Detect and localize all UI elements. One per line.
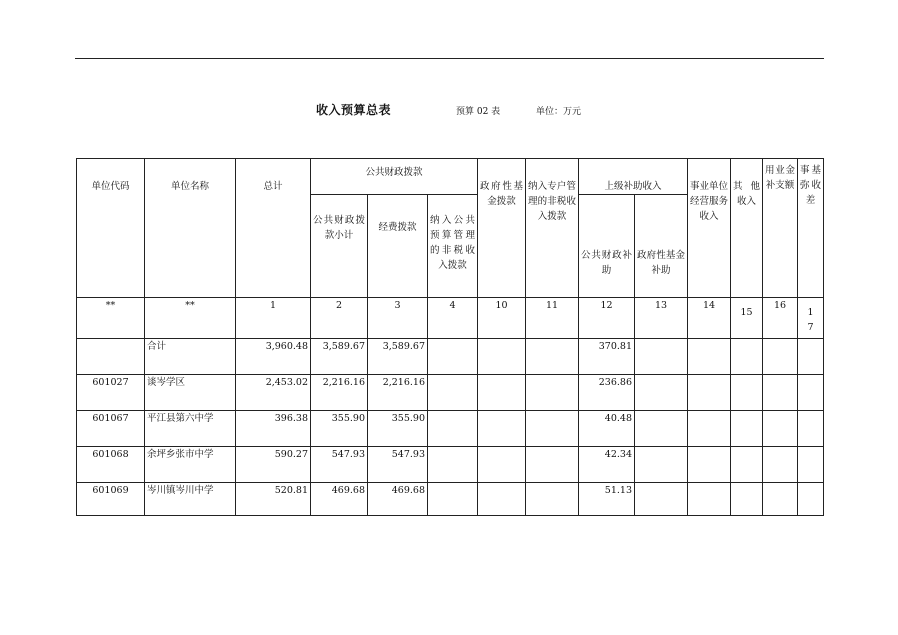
empty-cell <box>798 411 824 447</box>
row-operating: 3,589.67 <box>368 339 428 375</box>
row-name: 平江县第六中学 <box>145 411 236 447</box>
row-name: 合计 <box>145 339 236 375</box>
row-subsidy: 370.81 <box>579 339 635 375</box>
empty-cell <box>763 483 798 516</box>
row-name: 余坪乡张市中学 <box>145 447 236 483</box>
empty-cell <box>526 411 579 447</box>
empty-cell <box>428 411 478 447</box>
index-cell: 12 <box>579 298 635 339</box>
row-code <box>77 339 145 375</box>
col-unit-code: 单位代码 <box>77 159 145 298</box>
empty-cell <box>635 375 688 411</box>
row-subtotal: 469.68 <box>311 483 368 516</box>
col-business-fund-deficit: 事基弥收差 <box>798 159 824 298</box>
page-title: 收入预算总表 <box>316 103 392 117</box>
row-code: 601067 <box>77 411 145 447</box>
row-total: 396.38 <box>236 411 311 447</box>
index-cell: 16 <box>763 298 798 339</box>
income-budget-table <box>76 158 824 516</box>
empty-cell <box>526 483 579 516</box>
index-cell: 10 <box>478 298 526 339</box>
col-public-fiscal-subtotal: 公共财政拨款小计 <box>311 195 368 298</box>
row-total: 590.27 <box>236 447 311 483</box>
unit-label: 单位：万元 <box>536 107 582 117</box>
col-non-tax-in-budget: 纳入公共预算管理的非税收入拨款 <box>428 195 478 298</box>
empty-cell <box>635 483 688 516</box>
empty-cell <box>688 375 731 411</box>
row-subtotal: 355.90 <box>311 411 368 447</box>
empty-cell <box>526 447 579 483</box>
empty-cell <box>763 447 798 483</box>
row-code: 601069 <box>77 483 145 516</box>
empty-cell <box>526 339 579 375</box>
row-operating: 2,216.16 <box>368 375 428 411</box>
index-cell: ** <box>145 298 236 339</box>
row-name: 谈岑学区 <box>145 375 236 411</box>
col-business-fund-supplement: 用业金补支额 <box>763 159 798 298</box>
index-cell: 15 <box>731 298 763 339</box>
empty-cell <box>688 447 731 483</box>
empty-cell <box>798 483 824 516</box>
row-operating: 547.93 <box>368 447 428 483</box>
row-subtotal: 2,216.16 <box>311 375 368 411</box>
row-subtotal: 547.93 <box>311 447 368 483</box>
empty-cell <box>798 339 824 375</box>
col-unit-name: 单位名称 <box>145 159 236 298</box>
index-row <box>77 298 824 339</box>
empty-cell <box>478 411 526 447</box>
empty-cell <box>763 375 798 411</box>
col-operating-funds: 经费拨款 <box>368 195 428 298</box>
col-business-unit-service: 事业单位经营服务收入 <box>688 159 731 298</box>
top-rule <box>75 58 824 59</box>
table-row <box>77 447 824 483</box>
index-cell: 11 <box>526 298 579 339</box>
empty-cell <box>428 483 478 516</box>
empty-cell <box>763 339 798 375</box>
form-number: 预算 02 表 <box>456 107 501 117</box>
row-subtotal: 3,589.67 <box>311 339 368 375</box>
row-total: 520.81 <box>236 483 311 516</box>
empty-cell <box>428 447 478 483</box>
col-public-fiscal: 公共财政拨款 <box>311 159 478 195</box>
empty-cell <box>635 411 688 447</box>
table-row <box>77 375 824 411</box>
empty-cell <box>688 339 731 375</box>
col-total: 总计 <box>236 159 311 298</box>
empty-cell <box>428 375 478 411</box>
empty-cell <box>731 483 763 516</box>
table-row <box>77 483 824 516</box>
empty-cell <box>478 339 526 375</box>
index-cell: 2 <box>311 298 368 339</box>
empty-cell <box>688 483 731 516</box>
row-operating: 469.68 <box>368 483 428 516</box>
empty-cell <box>635 447 688 483</box>
header-row-1 <box>77 159 824 195</box>
table-row <box>77 339 824 375</box>
empty-cell <box>731 339 763 375</box>
col-gov-fund: 政府性基金拨款 <box>478 159 526 298</box>
col-superior-gov-fund-subsidy: 政府性基金补助 <box>635 195 688 298</box>
row-total: 2,453.02 <box>236 375 311 411</box>
empty-cell <box>731 447 763 483</box>
row-code: 601068 <box>77 447 145 483</box>
index-cell: 1 <box>236 298 311 339</box>
index-cell: 13 <box>635 298 688 339</box>
empty-cell <box>635 339 688 375</box>
empty-cell <box>731 375 763 411</box>
row-subsidy: 51.13 <box>579 483 635 516</box>
empty-cell <box>798 375 824 411</box>
empty-cell <box>763 411 798 447</box>
row-subsidy: 40.48 <box>579 411 635 447</box>
empty-cell <box>798 447 824 483</box>
row-subsidy: 236.86 <box>579 375 635 411</box>
index-cell: 17 <box>798 298 824 339</box>
col-superior-public-fiscal-subsidy: 公共财政补助 <box>579 195 635 298</box>
row-subsidy: 42.34 <box>579 447 635 483</box>
row-operating: 355.90 <box>368 411 428 447</box>
index-cell: 14 <box>688 298 731 339</box>
empty-cell <box>526 375 579 411</box>
table-row <box>77 411 824 447</box>
col-other-income: 其他收入 <box>731 159 763 298</box>
empty-cell <box>478 375 526 411</box>
index-cell: 4 <box>428 298 478 339</box>
index-cell: 3 <box>368 298 428 339</box>
index-cell: ** <box>77 298 145 339</box>
col-superior-subsidy: 上级补助收入 <box>579 159 688 195</box>
col-special-account-non-tax: 纳入专户管理的非税收入拨款 <box>526 159 579 298</box>
row-name: 岑川镇岑川中学 <box>145 483 236 516</box>
empty-cell <box>478 483 526 516</box>
row-code: 601027 <box>77 375 145 411</box>
empty-cell <box>731 411 763 447</box>
empty-cell <box>688 411 731 447</box>
row-total: 3,960.48 <box>236 339 311 375</box>
empty-cell <box>478 447 526 483</box>
empty-cell <box>428 339 478 375</box>
